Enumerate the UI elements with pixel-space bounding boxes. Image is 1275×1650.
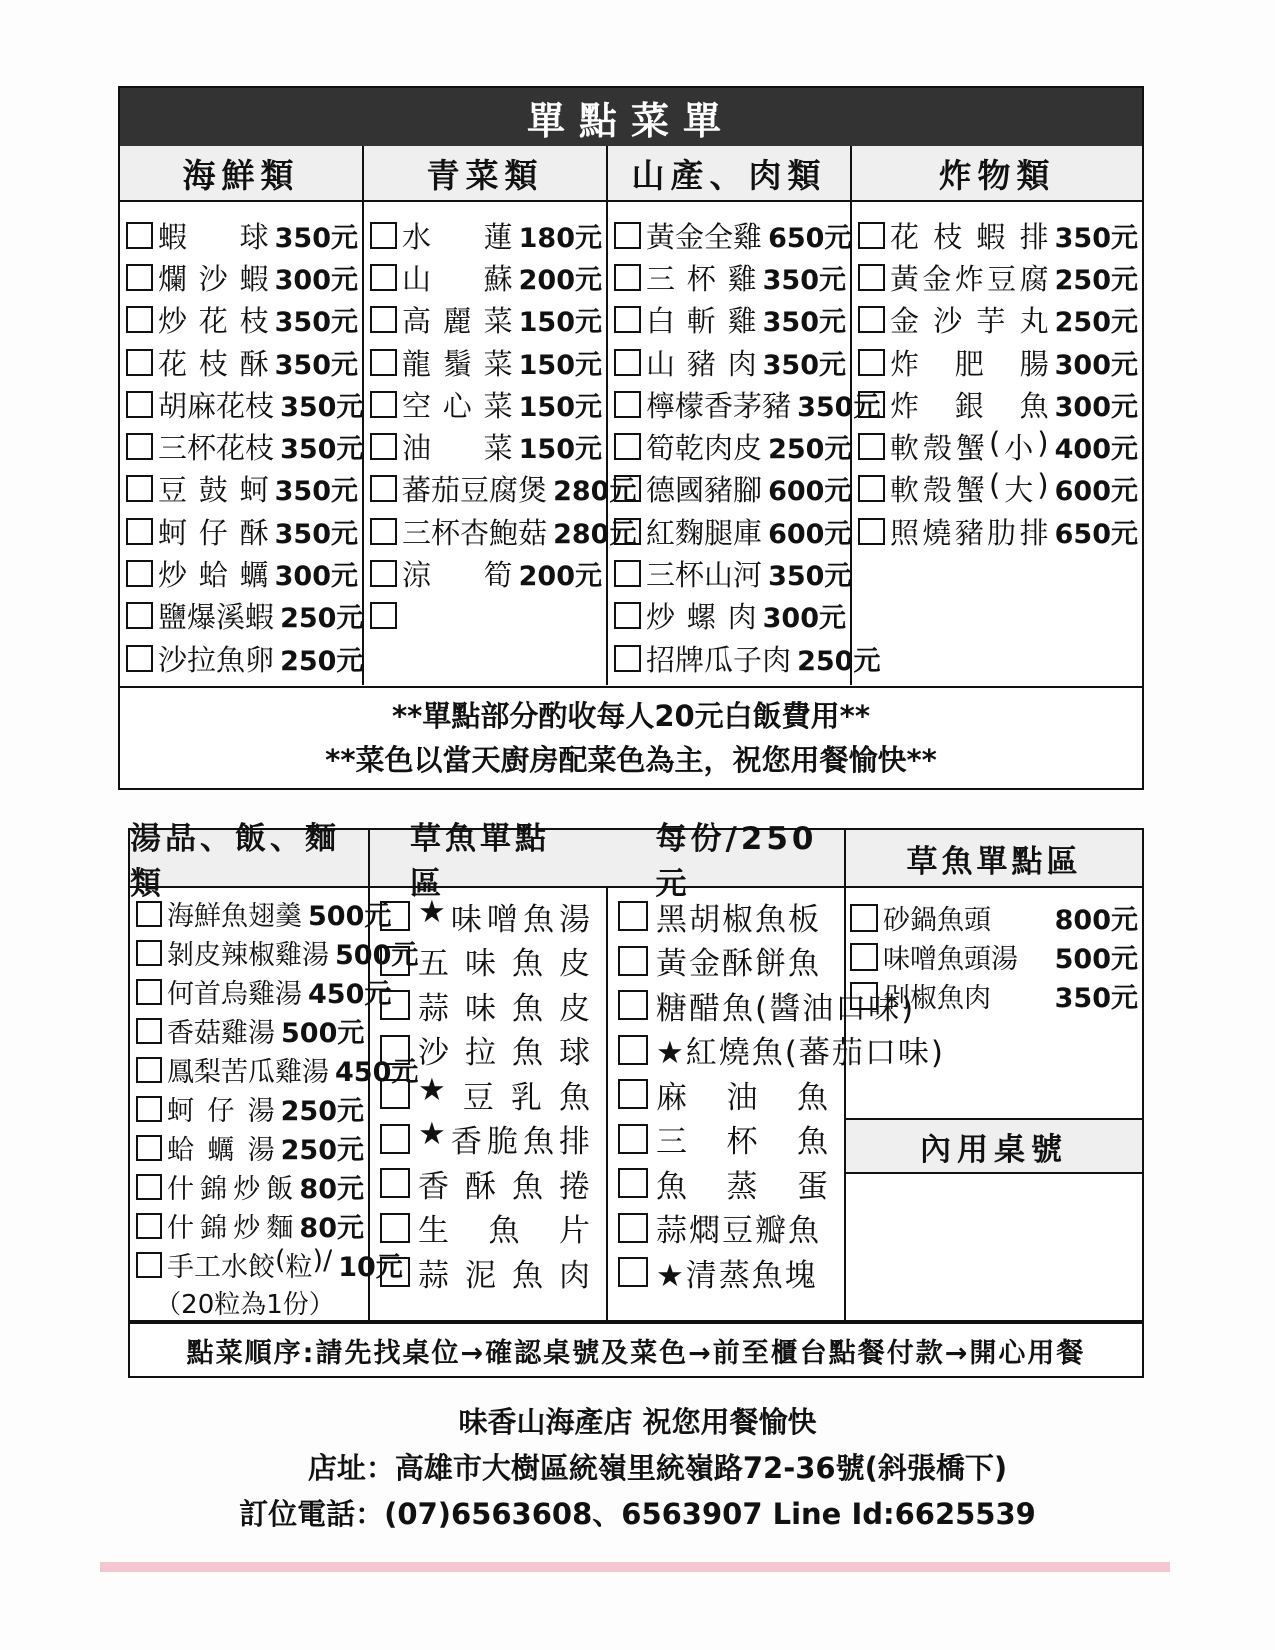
item-name: 手 工 水 餃 ( 粒 ) / bbox=[167, 1245, 333, 1283]
item-price: 150元 bbox=[518, 307, 602, 339]
category-header: 炸物類 bbox=[852, 146, 1142, 202]
item-checkbox[interactable] bbox=[614, 391, 641, 418]
menu-item bbox=[126, 425, 364, 467]
item-price: 350元 bbox=[768, 561, 852, 593]
item-name: 魚 蒸 蛋 bbox=[656, 1168, 830, 1205]
item-name: 味噌魚頭湯 bbox=[883, 944, 1018, 975]
item-price: 200元 bbox=[518, 264, 602, 296]
item-price: 350元 bbox=[274, 307, 358, 339]
menu-item bbox=[380, 1250, 592, 1295]
item-checkbox[interactable] bbox=[370, 560, 397, 587]
item-price: 200元 bbox=[518, 561, 602, 593]
menu-item bbox=[136, 1245, 403, 1284]
item-name: 香 酥 魚 捲 bbox=[418, 1168, 592, 1205]
item-price: 350元 bbox=[762, 307, 846, 339]
menu-item bbox=[126, 510, 358, 552]
menu-item bbox=[618, 939, 830, 984]
table-number-field[interactable] bbox=[846, 1174, 1142, 1322]
item-name: 什 錦 炒 麵 bbox=[167, 1213, 294, 1244]
item-checkbox[interactable] bbox=[370, 264, 397, 291]
item-checkbox[interactable] bbox=[618, 1079, 648, 1109]
item-checkbox[interactable] bbox=[126, 645, 153, 672]
item-checkbox[interactable] bbox=[614, 264, 641, 291]
item-checkbox[interactable] bbox=[126, 433, 153, 460]
item-price: 180元 bbox=[518, 222, 602, 254]
item-checkbox[interactable] bbox=[850, 943, 878, 971]
fish-section-title: 草魚單點區 bbox=[410, 821, 550, 902]
footer-phone: 訂位電話：(07)6563608、6563907 Line Id:6625539 bbox=[239, 1497, 1036, 1531]
item-name: 高 麗 菜 bbox=[402, 304, 513, 339]
menu-item bbox=[380, 1028, 592, 1073]
item-checkbox[interactable] bbox=[370, 222, 397, 249]
item-checkbox[interactable] bbox=[858, 475, 885, 502]
item-name: 三 杯 花 枝 bbox=[158, 431, 275, 466]
item-price: 150元 bbox=[518, 349, 602, 381]
item-price: 300元 bbox=[762, 603, 846, 635]
item-price: 400元 bbox=[1054, 434, 1138, 466]
item-checkbox[interactable] bbox=[614, 560, 641, 587]
item-checkbox[interactable] bbox=[618, 990, 648, 1020]
item-name: 三 杯 雞 bbox=[646, 261, 757, 296]
item-checkbox[interactable] bbox=[370, 433, 397, 460]
item-checkbox[interactable] bbox=[618, 1124, 648, 1154]
item-price: 80元 bbox=[299, 1174, 364, 1205]
item-name: 蚵 仔 湯 bbox=[167, 1096, 275, 1127]
item-checkbox[interactable] bbox=[380, 1079, 410, 1109]
item-checkbox[interactable] bbox=[614, 222, 641, 249]
menu-item bbox=[618, 983, 916, 1028]
menu-item bbox=[136, 1011, 364, 1050]
item-checkbox[interactable] bbox=[126, 602, 153, 629]
item-name: 爛 沙 蝦 bbox=[158, 261, 269, 296]
item-name: 香 菇 雞 湯 bbox=[167, 1018, 275, 1049]
item-checkbox[interactable] bbox=[126, 222, 153, 249]
item-checkbox[interactable] bbox=[136, 1174, 162, 1200]
menu-item bbox=[126, 637, 364, 679]
item-name: 黃 金 炸 豆 腐 bbox=[890, 261, 1049, 296]
item-checkbox[interactable] bbox=[380, 1035, 410, 1065]
item-checkbox[interactable] bbox=[614, 602, 641, 629]
item-checkbox[interactable] bbox=[136, 1135, 162, 1161]
item-checkbox[interactable] bbox=[380, 1257, 410, 1287]
item-price: 350元 bbox=[274, 349, 358, 381]
item-name: 蚵 仔 酥 bbox=[158, 515, 269, 550]
item-name: 山 豬 肉 bbox=[646, 346, 757, 381]
menu-item bbox=[126, 214, 358, 256]
menu-item bbox=[370, 256, 602, 298]
item-name: 蕃 茄 豆 腐 煲 bbox=[402, 473, 548, 508]
item-checkbox[interactable] bbox=[136, 979, 162, 1005]
menu-item bbox=[618, 1161, 830, 1206]
item-checkbox[interactable] bbox=[370, 518, 397, 545]
menu-item bbox=[126, 256, 358, 298]
item-name: ★ 味 噌 魚 湯 bbox=[418, 893, 592, 938]
item-price: 250元 bbox=[768, 434, 852, 466]
item-name: 蒜燜豆瓣魚 bbox=[656, 1213, 821, 1250]
item-name: 水 蓮 bbox=[402, 219, 513, 254]
item-price: 500元 bbox=[281, 1018, 365, 1049]
item-name: 筍 乾 肉 皮 bbox=[646, 431, 763, 466]
item-name: 炒 螺 肉 bbox=[646, 600, 757, 635]
menu-item bbox=[614, 341, 846, 383]
item-checkbox[interactable] bbox=[858, 391, 885, 418]
item-name: 軟 殼 蟹 ( 大 ) bbox=[890, 468, 1049, 508]
soup-column bbox=[130, 888, 419, 1322]
table-number-label: 內用桌號 bbox=[846, 1118, 1142, 1174]
menu-item bbox=[850, 937, 1138, 976]
item-price: 450元 bbox=[308, 979, 392, 1010]
item-checkbox[interactable] bbox=[858, 264, 885, 291]
item-price: 150元 bbox=[518, 434, 602, 466]
menu-item bbox=[370, 299, 602, 341]
item-price: 150元 bbox=[518, 391, 602, 423]
item-price: 600元 bbox=[1054, 476, 1138, 508]
item-price: 350元 bbox=[280, 391, 364, 423]
item-checkbox[interactable] bbox=[380, 1168, 410, 1198]
item-name: 三 杯 魚 bbox=[656, 1124, 830, 1161]
item-checkbox[interactable] bbox=[380, 1124, 410, 1154]
item-name: 龍 鬚 菜 bbox=[402, 346, 513, 381]
menu-item bbox=[380, 1072, 592, 1117]
item-checkbox[interactable] bbox=[618, 946, 648, 976]
item-price: 650元 bbox=[768, 222, 852, 254]
menu-item bbox=[614, 468, 852, 510]
item-price: 350元 bbox=[274, 476, 358, 508]
item-checkbox[interactable] bbox=[126, 264, 153, 291]
item-name: 沙 拉 魚 球 bbox=[418, 1035, 592, 1072]
menu-item bbox=[858, 425, 1138, 467]
menu-item bbox=[614, 510, 852, 552]
menu-item bbox=[126, 595, 364, 637]
menu-item bbox=[858, 468, 1138, 510]
menu-item bbox=[618, 1117, 830, 1162]
item-name: 白 斬 雞 bbox=[646, 304, 757, 339]
clay-header: 草魚單點區 bbox=[846, 830, 1142, 888]
item-name: 黃金酥餅魚 bbox=[656, 946, 821, 983]
item-price: 300元 bbox=[1054, 391, 1138, 423]
item-name: 豆 鼓 蚵 bbox=[158, 473, 269, 508]
item-checkbox[interactable] bbox=[370, 306, 397, 333]
menu-item bbox=[136, 1167, 364, 1206]
item-name: 金 沙 芋 丸 bbox=[890, 304, 1049, 339]
item-name: 招 牌 瓜 子 肉 bbox=[646, 642, 792, 677]
item-checkbox[interactable] bbox=[380, 1213, 410, 1243]
item-checkbox[interactable] bbox=[126, 518, 153, 545]
item-price: 350元 bbox=[762, 349, 846, 381]
menu-item bbox=[618, 1028, 945, 1073]
menu-item bbox=[136, 1206, 364, 1245]
item-price: 500元 bbox=[335, 940, 419, 971]
item-name: 糖醋魚(醬油口味) bbox=[656, 990, 916, 1027]
item-price: 350元 bbox=[274, 518, 358, 550]
menu-item bbox=[618, 1206, 830, 1251]
menu-item bbox=[136, 1050, 419, 1089]
item-name: 海 鮮 魚 翅 羹 bbox=[167, 901, 302, 932]
menu-item bbox=[618, 1250, 830, 1295]
menu-item bbox=[126, 383, 364, 425]
menu-item bbox=[614, 552, 852, 594]
item-price: 80元 bbox=[299, 1213, 364, 1244]
menu-item bbox=[136, 1089, 364, 1128]
item-name: 黃 金 全 雞 bbox=[646, 219, 763, 254]
item-price: 300元 bbox=[1054, 349, 1138, 381]
category-items bbox=[608, 202, 881, 685]
item-checkbox[interactable] bbox=[858, 222, 885, 249]
menu-item bbox=[858, 341, 1138, 383]
item-price: 250元 bbox=[280, 603, 364, 635]
menu-item bbox=[858, 510, 1138, 552]
item-price: 600元 bbox=[768, 518, 852, 550]
item-checkbox[interactable] bbox=[380, 990, 410, 1020]
item-price: 450元 bbox=[335, 1057, 419, 1088]
item-name: 胡 麻 花 枝 bbox=[158, 388, 275, 423]
item-name: 蒜 味 魚 皮 bbox=[418, 990, 592, 1027]
item-checkbox[interactable] bbox=[136, 1252, 162, 1278]
item-checkbox[interactable] bbox=[126, 306, 153, 333]
item-checkbox[interactable] bbox=[370, 391, 397, 418]
menu-item bbox=[618, 894, 830, 939]
menu-item bbox=[370, 214, 602, 256]
item-price: 300元 bbox=[274, 264, 358, 296]
item-price: 650元 bbox=[1054, 518, 1138, 550]
item-name: 山 蘇 bbox=[402, 261, 513, 296]
item-name: 炒 蛤 蠣 bbox=[158, 558, 269, 593]
item-checkbox[interactable] bbox=[126, 560, 153, 587]
menu-item bbox=[136, 1128, 364, 1167]
item-price: 250元 bbox=[280, 1135, 364, 1166]
menu-item bbox=[858, 256, 1138, 298]
item-price: 350元 bbox=[1054, 222, 1138, 254]
dumpling-note: （20粒為1份） bbox=[155, 1290, 335, 1320]
item-name: 紅 麴 腿 庫 bbox=[646, 515, 763, 550]
menu-item bbox=[136, 894, 392, 933]
menu-item bbox=[614, 383, 881, 425]
item-name: 蝦 球 bbox=[158, 219, 269, 254]
item-checkbox[interactable] bbox=[136, 1018, 162, 1044]
item-name: 鹽 爆 溪 蝦 bbox=[158, 600, 275, 635]
item-checkbox[interactable] bbox=[618, 1168, 648, 1198]
item-name: 黑胡椒魚板 bbox=[656, 901, 821, 938]
a-la-carte-menu bbox=[118, 86, 1144, 706]
item-price: 250元 bbox=[280, 1096, 364, 1127]
item-price: 350元 bbox=[762, 264, 846, 296]
item-price: 800元 bbox=[1054, 905, 1138, 936]
menu-item bbox=[614, 256, 846, 298]
item-name: 生 魚 片 bbox=[418, 1213, 592, 1250]
item-price: 280元 bbox=[553, 518, 637, 550]
menu-item bbox=[614, 425, 852, 467]
item-name: 沙 拉 魚 卵 bbox=[158, 642, 275, 677]
clay-column bbox=[846, 888, 1142, 1118]
item-name: 三 杯 杏 鮑 菇 bbox=[402, 515, 548, 550]
item-checkbox[interactable] bbox=[858, 433, 885, 460]
menu-item bbox=[370, 552, 602, 594]
item-price: 600元 bbox=[768, 476, 852, 508]
item-checkbox[interactable] bbox=[614, 518, 641, 545]
menu-item bbox=[380, 983, 592, 1028]
menu-item bbox=[614, 299, 846, 341]
item-price: 280元 bbox=[553, 476, 637, 508]
item-checkbox[interactable] bbox=[850, 982, 878, 1010]
item-name: ★ 豆 乳 魚 bbox=[418, 1071, 592, 1116]
soup-header: 湯品、飯、麵類 bbox=[130, 830, 370, 888]
menu-item bbox=[380, 939, 592, 984]
item-checkbox[interactable] bbox=[380, 946, 410, 976]
item-name: ★ 香 脆 魚 排 bbox=[418, 1116, 592, 1161]
menu-item bbox=[370, 425, 602, 467]
item-name: 剝 皮 辣 椒 雞 湯 bbox=[167, 940, 329, 971]
menu-item bbox=[126, 299, 358, 341]
menu-title: 單點菜單 bbox=[120, 88, 1142, 146]
item-name: 軟 殼 蟹 ( 小 ) bbox=[890, 426, 1049, 466]
item-checkbox[interactable] bbox=[126, 349, 153, 376]
menu-item bbox=[380, 1206, 592, 1251]
item-name: 檸 檬 香 茅 豬 bbox=[646, 388, 792, 423]
item-checkbox[interactable] bbox=[614, 475, 641, 502]
menu-item bbox=[380, 1117, 592, 1162]
category-header: 海鮮類 bbox=[120, 146, 364, 202]
item-name: 何 首 烏 雞 湯 bbox=[167, 979, 302, 1010]
item-checkbox[interactable] bbox=[614, 349, 641, 376]
item-checkbox[interactable] bbox=[126, 391, 153, 418]
category-items bbox=[120, 202, 364, 685]
item-checkbox[interactable] bbox=[370, 602, 397, 629]
item-checkbox[interactable] bbox=[136, 940, 162, 966]
item-name: 什 錦 炒 飯 bbox=[167, 1174, 294, 1205]
menu-item bbox=[618, 1072, 830, 1117]
item-price: 500元 bbox=[308, 901, 392, 932]
item-checkbox[interactable] bbox=[614, 433, 641, 460]
item-checkbox[interactable] bbox=[136, 901, 162, 927]
item-checkbox[interactable] bbox=[136, 1096, 162, 1122]
menu-item bbox=[850, 976, 1138, 1015]
item-checkbox[interactable] bbox=[370, 475, 397, 502]
menu-item bbox=[126, 552, 358, 594]
notice-daily-dishes: **菜色以當天廚房配菜色為主，祝您用餐愉快** bbox=[325, 743, 937, 777]
item-name: 涼 筍 bbox=[402, 558, 513, 593]
item-name: 砂鍋魚頭 bbox=[883, 905, 991, 936]
menu-item bbox=[126, 468, 358, 510]
item-checkbox[interactable] bbox=[858, 306, 885, 333]
notice-box bbox=[118, 686, 1144, 790]
item-name: 蛤 蠣 湯 bbox=[167, 1135, 275, 1166]
item-price: 350元 bbox=[274, 222, 358, 254]
item-price: 350元 bbox=[280, 434, 364, 466]
menu-item bbox=[136, 933, 419, 972]
item-name: 蒜 泥 魚 肉 bbox=[418, 1257, 592, 1294]
menu-item bbox=[370, 595, 602, 637]
item-price: 250元 bbox=[797, 645, 881, 677]
fish-column-1 bbox=[370, 888, 608, 1322]
item-checkbox[interactable] bbox=[618, 1213, 648, 1243]
menu-item bbox=[614, 637, 881, 679]
category-items bbox=[852, 202, 1142, 685]
menu-item bbox=[380, 894, 592, 939]
item-price: 350元 bbox=[1054, 983, 1138, 1014]
menu-item bbox=[380, 1161, 592, 1206]
item-checkbox[interactable] bbox=[380, 901, 410, 931]
item-price: 250元 bbox=[1054, 264, 1138, 296]
order-steps: 點菜順序:請先找桌位→確認桌號及菜色→前至櫃台點餐付款→開心用餐 bbox=[128, 1322, 1144, 1378]
fish-header bbox=[370, 821, 846, 902]
item-price: 500元 bbox=[1054, 944, 1138, 975]
menu-item bbox=[858, 383, 1138, 425]
page-edge-strip bbox=[100, 1562, 1170, 1572]
item-name: 油 菜 bbox=[402, 431, 513, 466]
menu-item bbox=[614, 214, 852, 256]
item-price: 350元 bbox=[797, 391, 881, 423]
menu-item bbox=[126, 341, 358, 383]
menu-item bbox=[370, 341, 602, 383]
item-checkbox[interactable] bbox=[858, 518, 885, 545]
item-name: ★清蒸魚塊 bbox=[656, 1257, 818, 1294]
item-checkbox[interactable] bbox=[126, 475, 153, 502]
item-checkbox[interactable] bbox=[136, 1213, 162, 1239]
item-checkbox[interactable] bbox=[370, 349, 397, 376]
menu-item bbox=[370, 383, 602, 425]
soup-fish-menu bbox=[128, 821, 1144, 1322]
item-name: 照 燒 豬 肋 排 bbox=[890, 515, 1049, 550]
item-name: 德 國 豬 腳 bbox=[646, 473, 763, 508]
item-name: ★紅燒魚(蕃茄口味) bbox=[656, 1035, 945, 1072]
item-checkbox[interactable] bbox=[858, 349, 885, 376]
footer-address: 店址：高雄市大樹區統嶺里統嶺路72-36號(斜張橋下) bbox=[307, 1451, 1008, 1485]
item-name: 鳳 梨 苦 瓜 雞 湯 bbox=[167, 1057, 329, 1088]
item-price: 300元 bbox=[274, 561, 358, 593]
item-name: 空 心 菜 bbox=[402, 388, 513, 423]
notice-rice-fee: **單點部分酌收每人20元白飯費用** bbox=[391, 699, 871, 733]
item-name: 三 杯 山 河 bbox=[646, 558, 763, 593]
menu-item bbox=[850, 898, 1138, 937]
item-name: 花 枝 蝦 排 bbox=[890, 219, 1049, 254]
category-header: 青菜類 bbox=[364, 146, 608, 202]
menu-item bbox=[858, 214, 1138, 256]
menu-item bbox=[370, 468, 637, 510]
item-price: 250元 bbox=[1054, 307, 1138, 339]
item-checkbox[interactable] bbox=[614, 306, 641, 333]
item-name: 炸 銀 魚 bbox=[890, 388, 1049, 423]
item-price: 250元 bbox=[280, 645, 364, 677]
menu-item bbox=[858, 299, 1138, 341]
item-name: 剁椒魚肉 bbox=[883, 983, 991, 1014]
category-items bbox=[364, 202, 637, 685]
item-checkbox[interactable] bbox=[136, 1057, 162, 1083]
category-header: 山產、肉類 bbox=[608, 146, 852, 202]
menu-item bbox=[136, 972, 392, 1011]
item-checkbox[interactable] bbox=[618, 901, 648, 931]
item-name: 五 味 魚 皮 bbox=[418, 946, 592, 983]
item-name: 炒 花 枝 bbox=[158, 304, 269, 339]
item-name: 花 枝 酥 bbox=[158, 346, 269, 381]
menu-item bbox=[370, 510, 637, 552]
item-name: 炸 肥 腸 bbox=[890, 346, 1049, 381]
item-checkbox[interactable] bbox=[850, 904, 878, 932]
fish-price-label: 每份/250元 bbox=[655, 821, 818, 902]
footer-shop: 味香山海產店 祝您用餐愉快 bbox=[458, 1405, 817, 1439]
item-price: 10元 bbox=[338, 1252, 403, 1283]
item-checkbox[interactable] bbox=[618, 1257, 648, 1287]
item-checkbox[interactable] bbox=[618, 1035, 648, 1065]
item-name: 麻 油 魚 bbox=[656, 1079, 830, 1116]
item-checkbox[interactable] bbox=[614, 645, 641, 672]
menu-item bbox=[614, 595, 846, 637]
